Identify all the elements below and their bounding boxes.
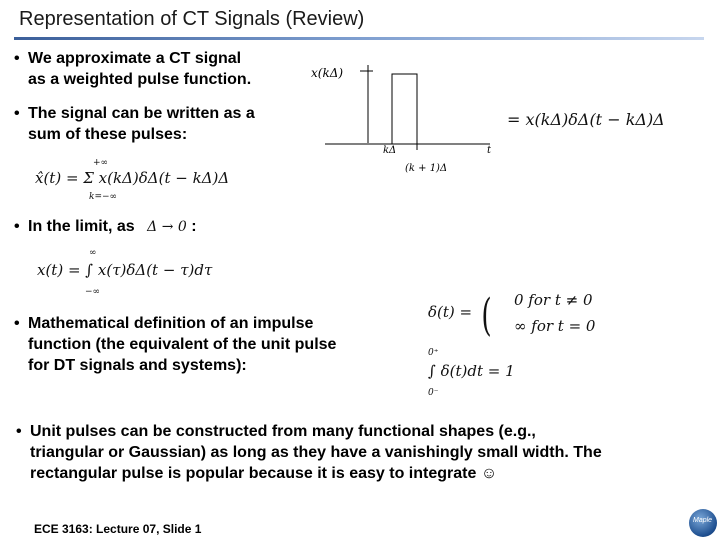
bullet-3-line1: In the limit, as (28, 218, 135, 235)
delta-integral-block (428, 348, 548, 398)
integral-equation-block (37, 248, 257, 298)
pulse-equation: = x(kΔ)δΔ(t − kΔ)Δ (507, 110, 665, 129)
integral-lower: −∞ (85, 287, 101, 297)
globe-logo (689, 509, 717, 537)
bullet-5-line3: rectangular pulse is popular because it is easy to integrate ☺ (30, 465, 498, 482)
delta-case-1: 0 for t ≠ 0 (514, 291, 593, 309)
integral-equation: x(t) = ∫ x(τ)δΔ(t − τ)dτ (37, 261, 213, 279)
bullet-2: • The signal can be written as a sum of these pulses: (14, 105, 255, 143)
sum-equation: x̂(t) = Σ x(kΔ)δΔ(t − kΔ)Δ (35, 169, 230, 187)
pulse-rect (392, 74, 417, 144)
sum-lower: k=−∞ (89, 192, 118, 202)
title-rule (14, 37, 704, 40)
pulse-ylabel: x(kΔ) (311, 66, 344, 80)
integral-upper: ∞ (89, 248, 97, 258)
delta-int-lower: 0⁻ (428, 388, 439, 398)
sum-equation-block (35, 158, 265, 208)
bullet-1-line1: We approximate a CT signal (28, 50, 242, 67)
pulse-xlabel-left: kΔ (383, 145, 397, 156)
bullet-5-line2: triangular or Gaussian) as long as they have a vanishingly small width. The (30, 444, 602, 461)
sum-upper: +∞ (93, 158, 109, 168)
logo-text: Maple (693, 517, 713, 524)
pulse-figure (305, 55, 505, 180)
limit-expression: Δ → 0 (147, 219, 187, 235)
pulse-axis-end: t (487, 145, 492, 156)
delta-lhs: δ(t) = (428, 303, 473, 321)
bullet-1: • We approximate a CT signal as a weighted pulse function. (14, 50, 252, 88)
slide-title: Representation of CT Signals (Review) (19, 8, 365, 30)
bullet-3-suffix: : (191, 218, 197, 235)
bullet-4-line1: Mathematical definition of an impulse (28, 315, 314, 332)
delta-integral: ∫ δ(t)dt = 1 (428, 362, 515, 380)
bullet-5-line1: Unit pulses can be constructed from many functional shapes (e.g., (30, 423, 536, 440)
bullet-5: • Unit pulses can be constructed from many functional shapes (e.g., triangular or Gaussian) as long as they have a vanishingly small width. The rectangular pulse is popular because it is easy to integrate ☺ (16, 423, 602, 482)
bullet-2-line1: The signal can be written as a (28, 105, 255, 122)
bullet-4-line2: function (the equivalent of the unit pulse (28, 336, 337, 353)
delta-definition (428, 288, 598, 343)
bullet-2-line2: sum of these pulses: (28, 126, 188, 143)
pulse-xlabel-right: (k + 1)Δ (405, 163, 448, 174)
delta-brace: ( (481, 290, 492, 341)
bullet-3: • In the limit, as Δ → 0 : (14, 218, 197, 235)
bullet-4: • Mathematical definition of an impulse function (the equivalent of the unit pulse for DT signals and systems): (14, 315, 337, 374)
delta-int-upper: 0⁺ (428, 348, 439, 358)
bullet-4-line3: for DT signals and systems): (28, 357, 247, 374)
bullet-1-line2: as a weighted pulse function. (28, 71, 252, 88)
delta-case-2: ∞ for t = 0 (514, 317, 596, 335)
footer-label: ECE 3163: Lecture 07, Slide 1 (34, 522, 202, 536)
